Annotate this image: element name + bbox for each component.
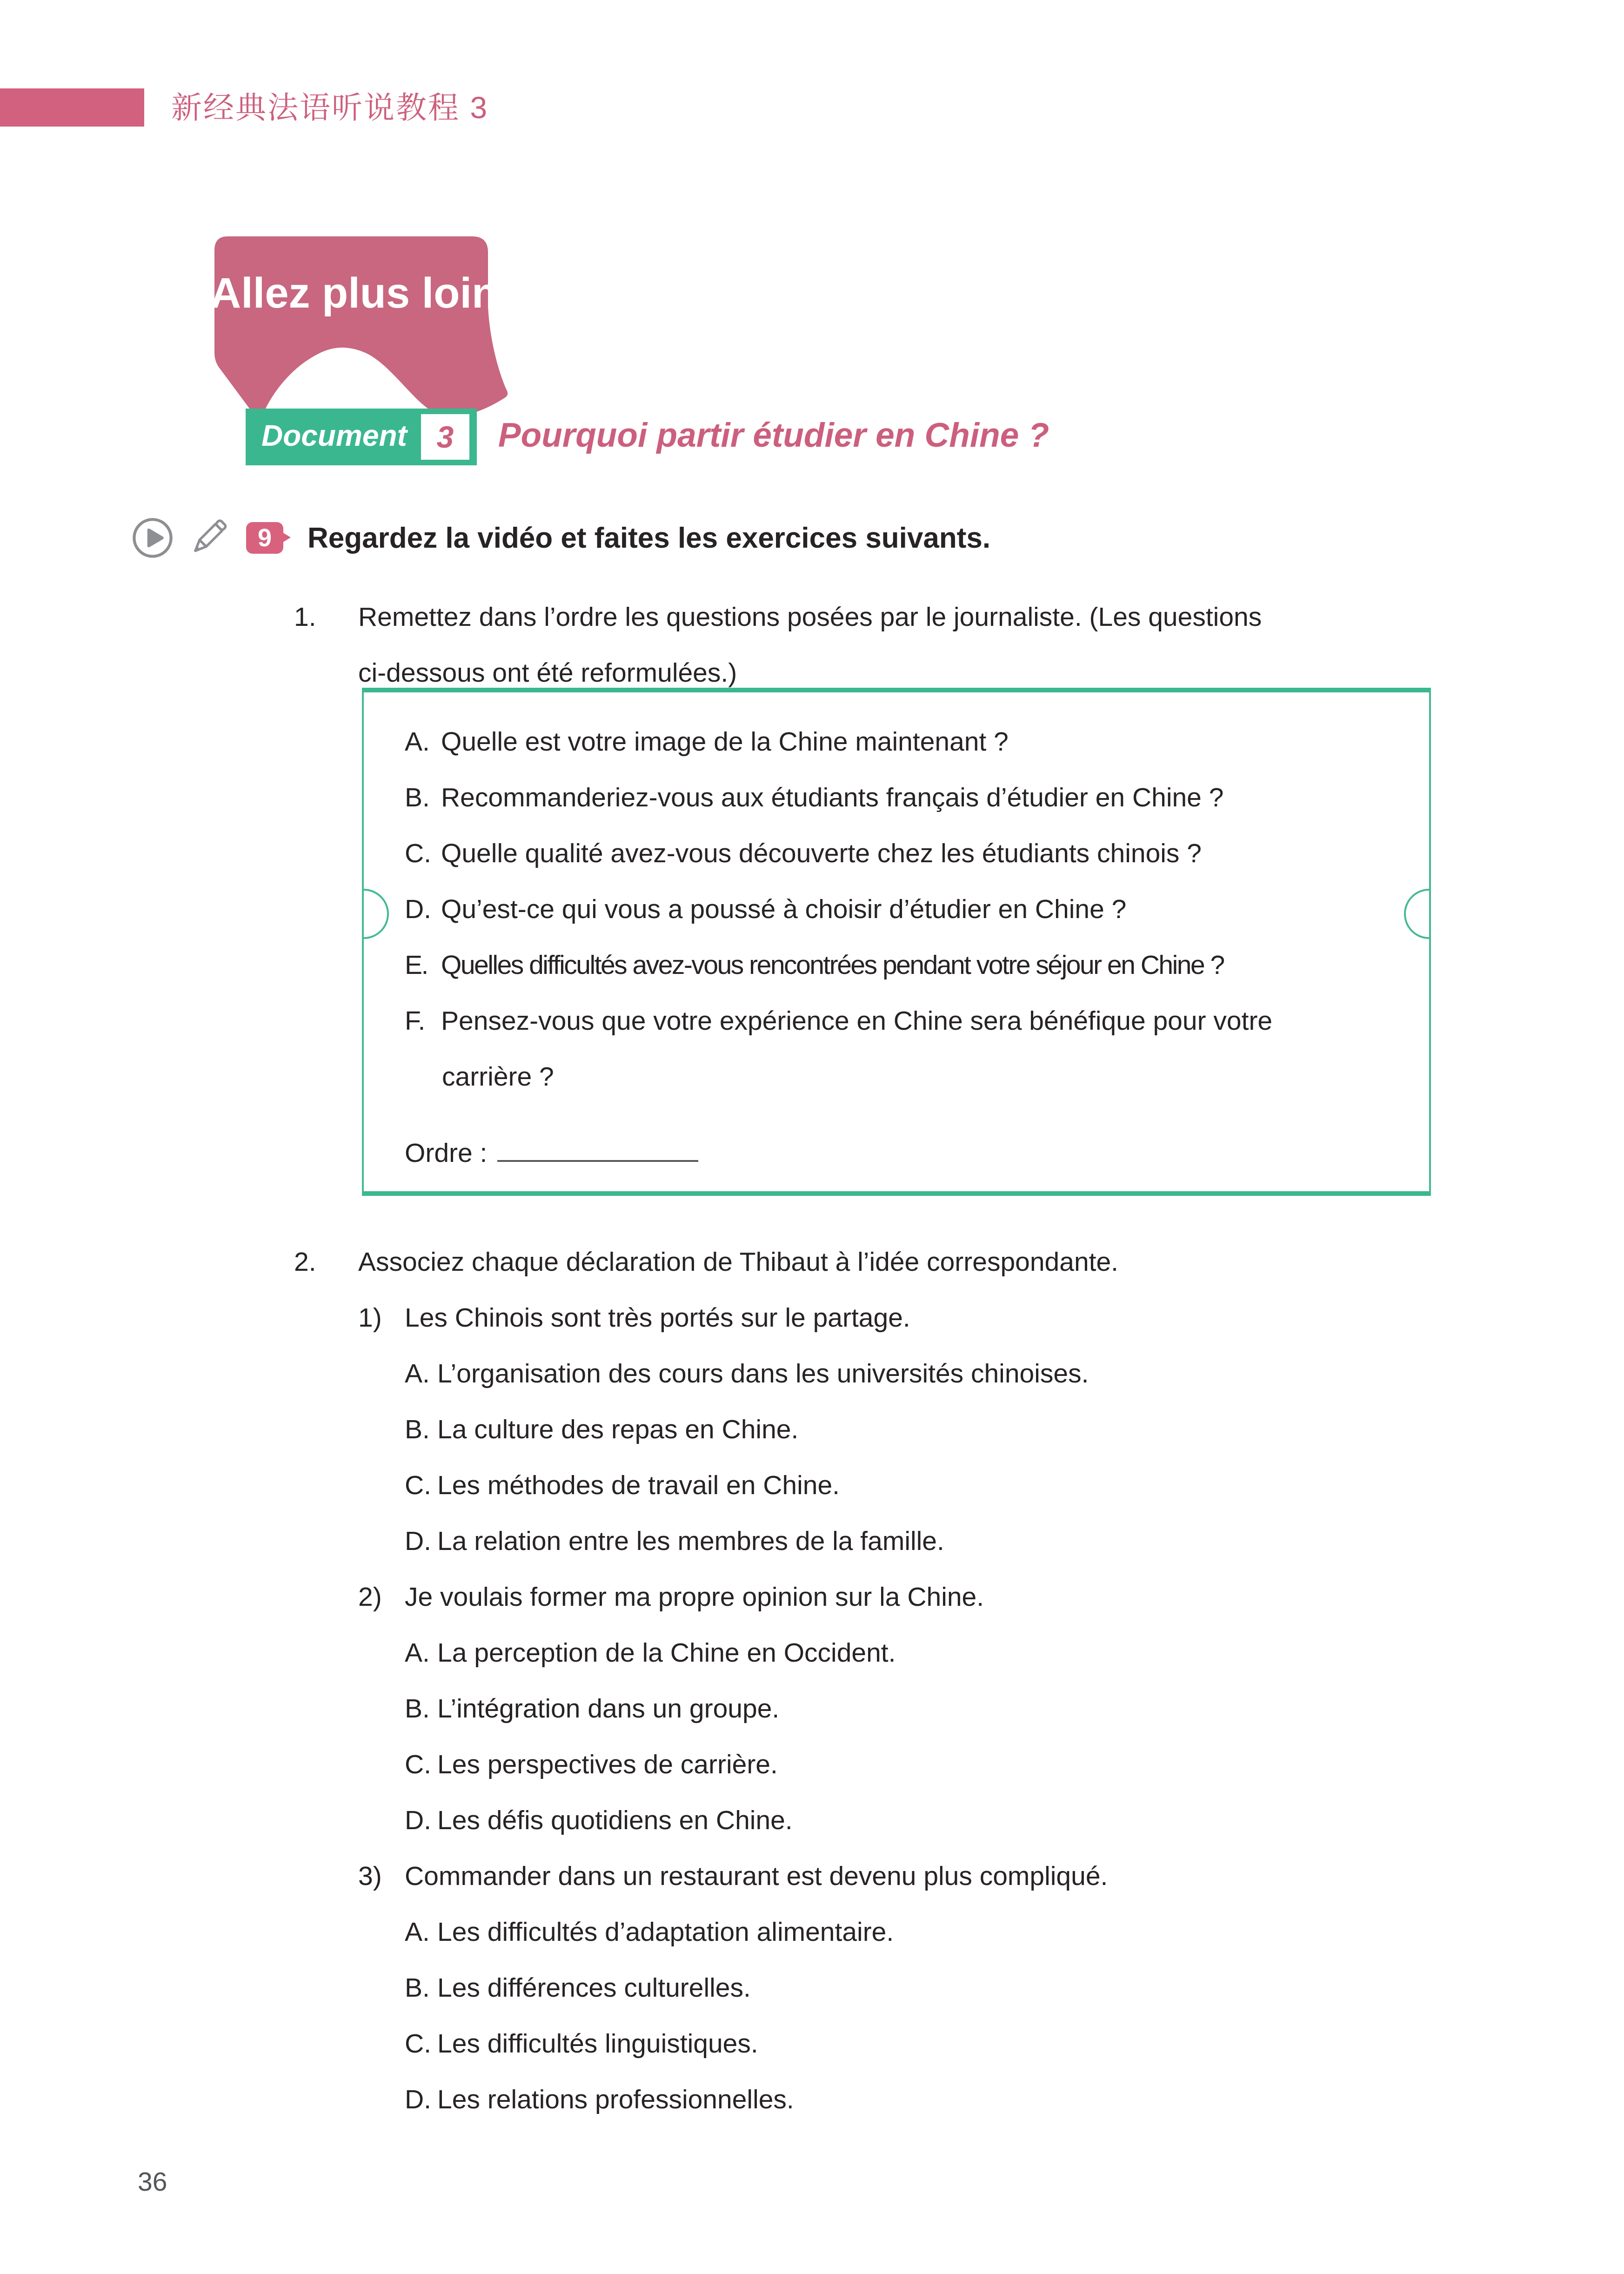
question-label: C.: [405, 838, 431, 868]
option-label: B.: [405, 1694, 430, 1724]
item1-text-line2: ci-dessous ont été reformulées.): [358, 658, 737, 688]
statement-text: Commander dans un restaurant est devenu plus compliqué.: [405, 1861, 1108, 1891]
option-text: Les méthodes de travail en Chine.: [437, 1470, 840, 1500]
question-row: [405, 993, 1410, 1049]
play-icon: [132, 517, 174, 559]
document-number-box: [421, 414, 469, 460]
option-label: C.: [405, 1470, 431, 1500]
question-row: [405, 770, 1410, 825]
ordre-row: [405, 1125, 1410, 1181]
option-label: B.: [405, 1415, 430, 1444]
banner-label: Allez plus loin: [210, 269, 498, 317]
option-label: D.: [405, 2085, 431, 2114]
pencil-icon: [187, 517, 228, 559]
option-row: [294, 1792, 1550, 1848]
option-row: [294, 1346, 1550, 1402]
document-title: Pourquoi partir étudier en Chine ?: [498, 416, 1049, 454]
statement-text: Je voulais former ma propre opinion sur la Chine.: [405, 1582, 984, 1612]
statement-text: Les Chinois sont très portés sur le partage.: [405, 1303, 910, 1333]
question-row: [405, 937, 1410, 993]
statement-row: [294, 1569, 1550, 1625]
exercise-number: 9: [257, 524, 272, 552]
option-row: [294, 1625, 1550, 1681]
statement-row: [294, 1848, 1550, 1904]
question-text: Recommanderiez-vous aux étudiants français d’étudier en Chine ?: [441, 783, 1224, 812]
question-row: [405, 714, 1410, 770]
option-row: [294, 1904, 1550, 1960]
question-row: [405, 825, 1410, 881]
page-number: 36: [138, 2167, 167, 2197]
option-text: Les difficultés linguistiques.: [437, 2029, 758, 2059]
option-row: [294, 2072, 1550, 2127]
document-label: Document: [261, 419, 407, 452]
option-row: [294, 1513, 1550, 1569]
question-label: B.: [405, 783, 430, 812]
statement-number: 1): [358, 1303, 382, 1333]
ordre-blank-line: [497, 1155, 698, 1162]
question-row: [405, 881, 1410, 937]
option-label: D.: [405, 1526, 431, 1556]
option-text: Les perspectives de carrière.: [437, 1750, 778, 1779]
item1-text: [358, 589, 1262, 701]
statement-row: [294, 1290, 1550, 1346]
book-title: 新经典法语听说教程 3: [171, 90, 489, 125]
option-row: [294, 1681, 1550, 1737]
option-label: A.: [405, 1359, 430, 1389]
option-label: A.: [405, 1917, 430, 1947]
option-text: L’organisation des cours dans les universités chinoises.: [437, 1359, 1089, 1389]
option-text: Les relations professionnelles.: [437, 2085, 794, 2114]
ordre-label: Ordre :: [405, 1138, 488, 1168]
questions-list: [364, 692, 1429, 1181]
item2-number: 2.: [294, 1247, 316, 1277]
question-label: E.: [405, 950, 428, 980]
section-banner: [212, 236, 509, 423]
option-label: B.: [405, 1973, 430, 2003]
option-label: C.: [405, 1750, 431, 1779]
option-label: A.: [405, 1638, 430, 1668]
document-heading: [246, 409, 1049, 465]
questions-box: [362, 688, 1431, 1196]
item2-block: [294, 1234, 1550, 2127]
option-label: C.: [405, 2029, 431, 2059]
question-text: Pensez-vous que votre expérience en Chine sera bénéfique pour votre: [441, 1006, 1273, 1036]
option-row: [294, 1402, 1550, 1457]
option-text: L’intégration dans un groupe.: [437, 1694, 780, 1724]
document-number: 3: [436, 420, 454, 454]
item1-text-line1: Remettez dans l’ordre les questions posées par le journaliste. (Les questions: [358, 602, 1262, 632]
option-row: [294, 1457, 1550, 1513]
statement-number: 2): [358, 1582, 382, 1612]
option-text: Les difficultés d’adaptation alimentaire.: [437, 1917, 894, 1947]
option-text: La relation entre les membres de la famille.: [437, 1526, 944, 1556]
question-label: F.: [405, 1006, 426, 1036]
item1-number: 1.: [294, 602, 316, 632]
bracket-notch-left: [347, 887, 379, 941]
header-accent-bar: [0, 88, 144, 127]
item2-heading: [294, 1234, 1550, 1290]
question-text: Quelles difficultés avez-vous rencontrées pendant votre séjour en Chine ?: [441, 950, 1224, 980]
option-row: [294, 1960, 1550, 2016]
question-text: Quelle qualité avez-vous découverte chez les étudiants chinois ?: [441, 838, 1202, 868]
question-label: D.: [405, 894, 431, 924]
item2-instruction: Associez chaque déclaration de Thibaut à l’idée correspondante.: [358, 1247, 1119, 1277]
question-text: Qu’est-ce qui vous a poussé à choisir d’étudier en Chine ?: [441, 894, 1127, 924]
option-text: La culture des repas en Chine.: [437, 1415, 799, 1444]
question-label: A.: [405, 727, 430, 757]
statement-number: 3): [358, 1861, 382, 1891]
exercise-number-badge: [246, 522, 283, 554]
option-row: [294, 1737, 1550, 1792]
option-label: D.: [405, 1805, 431, 1835]
document-label-box: [246, 409, 477, 465]
bracket-notch-right: [1414, 887, 1446, 941]
exercise-header: [132, 516, 990, 560]
option-text: Les défis quotidiens en Chine.: [437, 1805, 793, 1835]
option-row: [294, 2016, 1550, 2072]
exercise-instruction: Regardez la vidéo et faites les exercices suivants.: [307, 522, 991, 554]
question-text: Quelle est votre image de la Chine maintenant ?: [441, 727, 1009, 757]
option-text: La perception de la Chine en Occident.: [437, 1638, 896, 1668]
question-text-continuation: carrière ?: [442, 1062, 554, 1092]
option-text: Les différences culturelles.: [437, 1973, 751, 2003]
